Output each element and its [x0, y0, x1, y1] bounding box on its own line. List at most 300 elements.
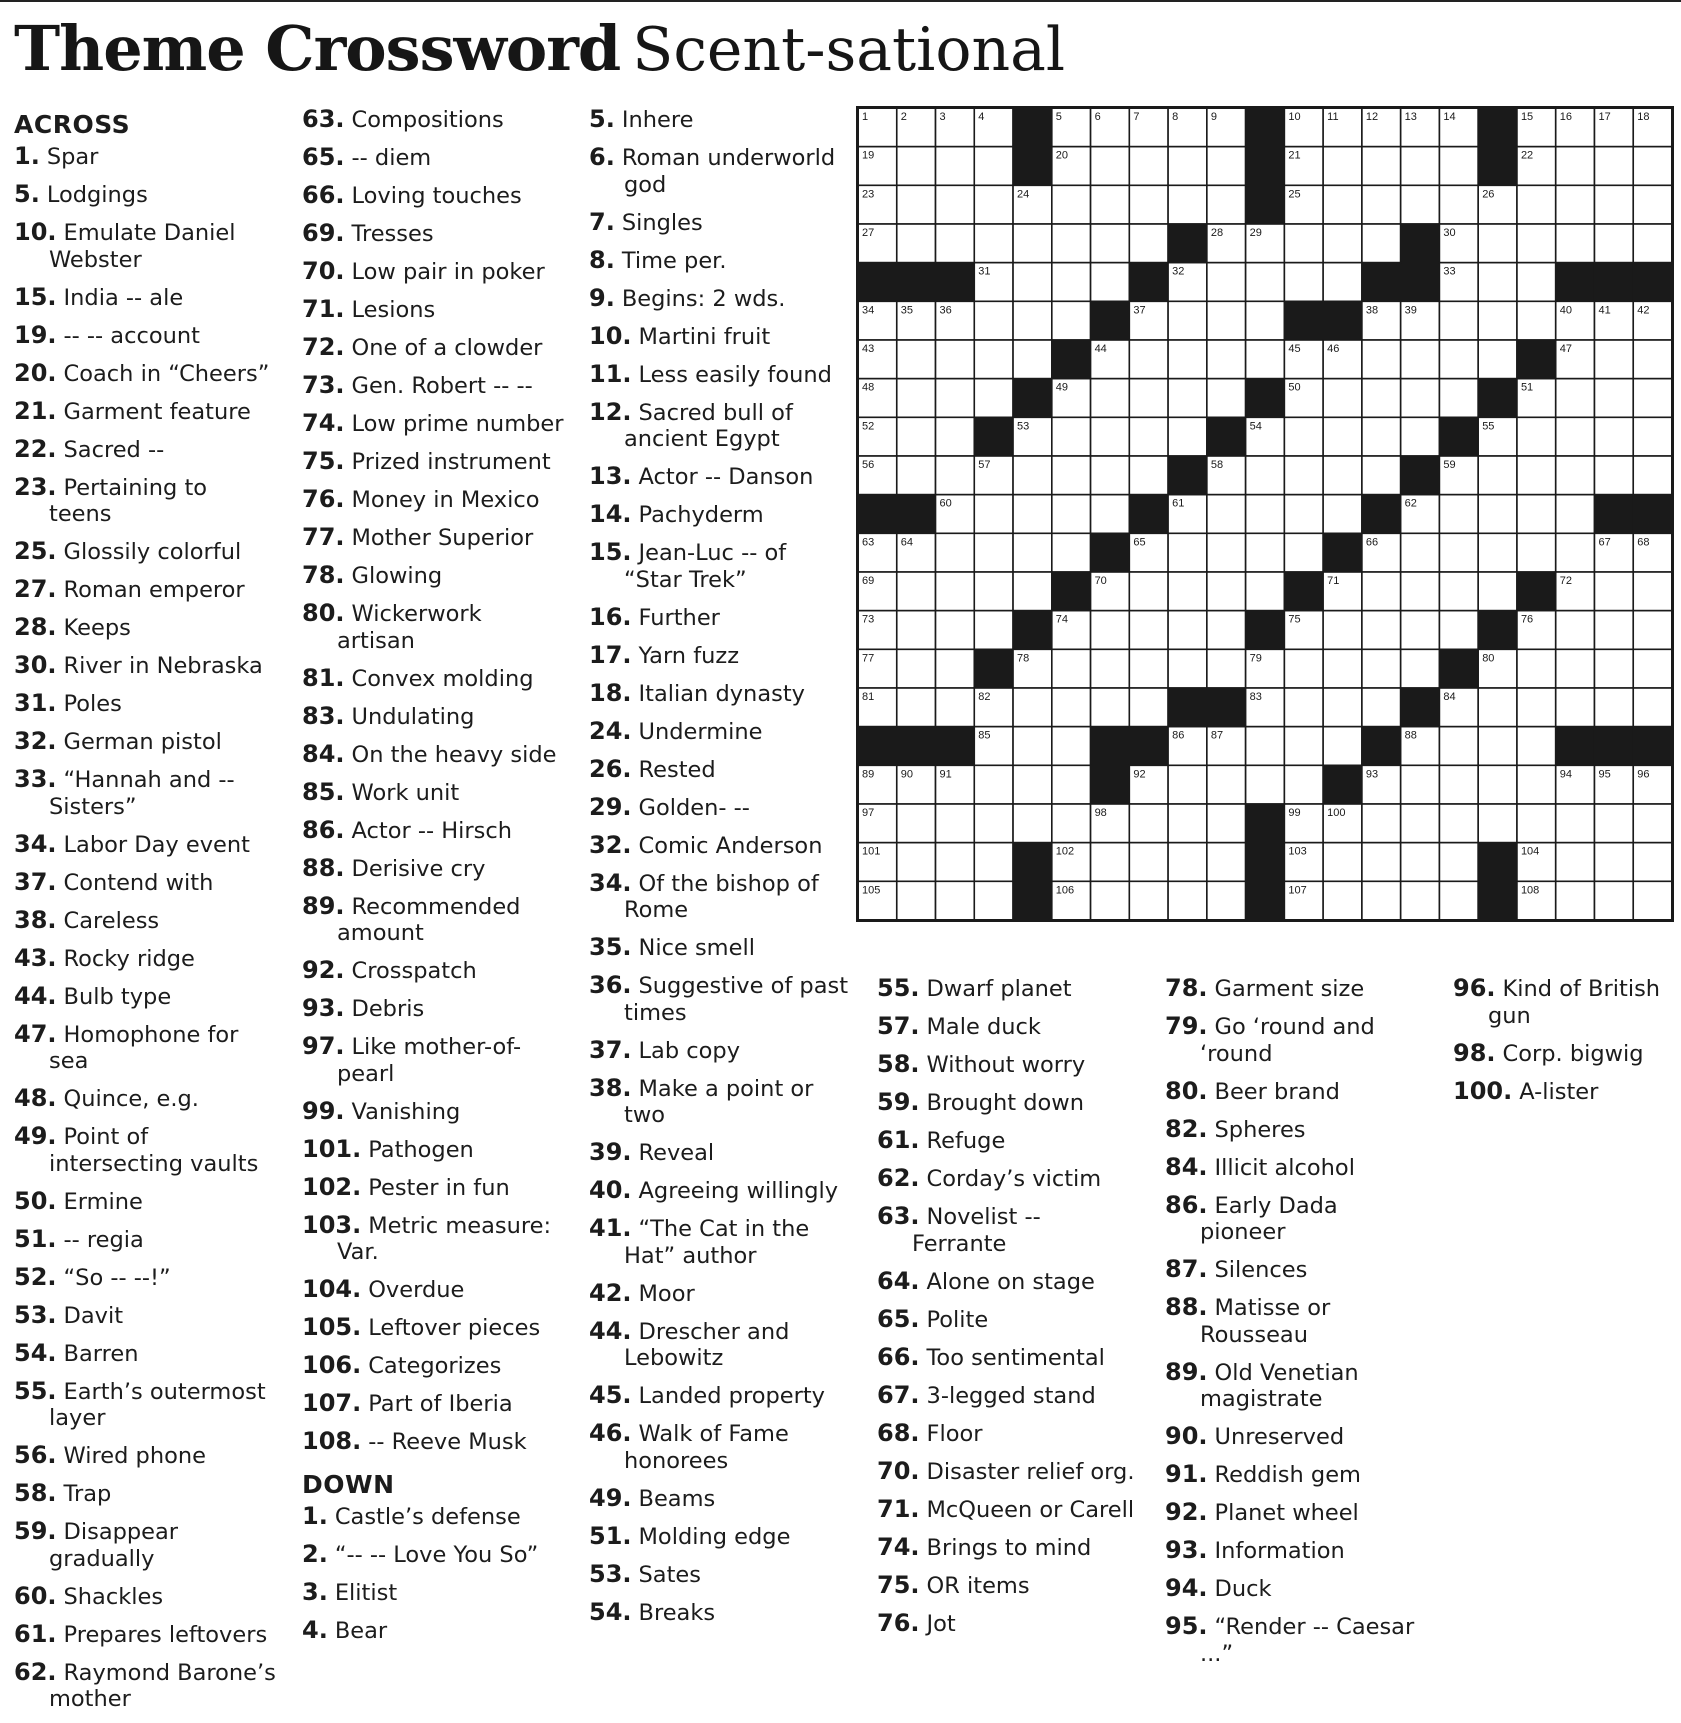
grid-cell[interactable]: [974, 340, 1013, 379]
grid-cell[interactable]: [1013, 688, 1052, 727]
grid-cell[interactable]: [1439, 495, 1478, 534]
grid-cell[interactable]: [1207, 881, 1246, 920]
grid-cell[interactable]: [1168, 340, 1207, 379]
grid-cell[interactable]: [1052, 263, 1091, 302]
clue-text: Money in Mexico: [351, 487, 540, 513]
grid-cell[interactable]: [1401, 340, 1440, 379]
grid-cell[interactable]: [1246, 495, 1285, 534]
grid-cell[interactable]: [1439, 881, 1478, 920]
grid-cell[interactable]: [1284, 224, 1323, 263]
grid-cell[interactable]: [1439, 843, 1478, 882]
grid-cell[interactable]: [1052, 417, 1091, 456]
grid-cell[interactable]: [1362, 688, 1401, 727]
grid-cell[interactable]: [897, 572, 936, 611]
grid-cell[interactable]: [897, 881, 936, 920]
grid-cell[interactable]: [1246, 456, 1285, 495]
grid-cell[interactable]: [1284, 649, 1323, 688]
grid-cell[interactable]: [1168, 185, 1207, 224]
grid-cell[interactable]: [1517, 224, 1556, 263]
grid-cell[interactable]: [897, 649, 936, 688]
grid-cell[interactable]: [1633, 572, 1672, 611]
grid-cell[interactable]: [1362, 379, 1401, 418]
grid-cell[interactable]: [1091, 843, 1130, 882]
grid-cell[interactable]: [1323, 417, 1362, 456]
grid-cell[interactable]: [1246, 727, 1285, 766]
grid-cell[interactable]: [1401, 379, 1440, 418]
grid-cell[interactable]: [1439, 379, 1478, 418]
grid-cell[interactable]: [1517, 417, 1556, 456]
grid-cell[interactable]: [1013, 533, 1052, 572]
grid-cell[interactable]: [1556, 881, 1595, 920]
grid-cell[interactable]: [1362, 572, 1401, 611]
down-clue: [302, 1579, 564, 1607]
grid-cell[interactable]: [1013, 263, 1052, 302]
grid-cell[interactable]: [1401, 147, 1440, 186]
grid-cell[interactable]: [1517, 688, 1556, 727]
grid-cell[interactable]: [1401, 533, 1440, 572]
grid-cell[interactable]: [1168, 301, 1207, 340]
grid-cell[interactable]: [1246, 572, 1285, 611]
grid-cell[interactable]: [1594, 572, 1633, 611]
grid-cell[interactable]: [936, 649, 975, 688]
clue-number: 46.: [589, 1419, 632, 1447]
grid-cell[interactable]: [1517, 495, 1556, 534]
clue-number: 42.: [589, 1278, 632, 1307]
grid-cell[interactable]: [1594, 379, 1633, 418]
grid-cell[interactable]: [1091, 147, 1130, 186]
grid-cell[interactable]: [1207, 572, 1246, 611]
grid-cell[interactable]: [1362, 224, 1401, 263]
grid-cell[interactable]: [1129, 688, 1168, 727]
grid-cell[interactable]: [1091, 649, 1130, 688]
grid-cell[interactable]: [1013, 456, 1052, 495]
grid-cell[interactable]: [1246, 533, 1285, 572]
grid-cell[interactable]: [1013, 804, 1052, 843]
grid-cell[interactable]: [1207, 495, 1246, 534]
grid-cell[interactable]: [1168, 611, 1207, 650]
grid-cell[interactable]: [1478, 301, 1517, 340]
grid-cell[interactable]: [1284, 263, 1323, 302]
grid-cell[interactable]: [897, 611, 936, 650]
grid-cell[interactable]: [1323, 881, 1362, 920]
grid-cell[interactable]: [1517, 804, 1556, 843]
grid-cell[interactable]: [1091, 495, 1130, 534]
grid-cell[interactable]: [1556, 611, 1595, 650]
grid-cell[interactable]: [1323, 185, 1362, 224]
grid-cell[interactable]: [1633, 379, 1672, 418]
grid-cell[interactable]: [1129, 185, 1168, 224]
grid-cell[interactable]: [1362, 185, 1401, 224]
grid-cell[interactable]: [1129, 417, 1168, 456]
grid-cell[interactable]: [936, 417, 975, 456]
black-square: [1556, 263, 1595, 302]
grid-cell[interactable]: [1594, 224, 1633, 263]
grid-cell[interactable]: [1168, 765, 1207, 804]
grid-cell[interactable]: [1478, 224, 1517, 263]
clue-text: Corday’s victim: [926, 1166, 1102, 1192]
grid-cell[interactable]: [1129, 379, 1168, 418]
grid-cell[interactable]: [1091, 417, 1130, 456]
grid-cell[interactable]: [1129, 611, 1168, 650]
grid-cell[interactable]: [897, 843, 936, 882]
grid-cell[interactable]: [1207, 765, 1246, 804]
grid-cell[interactable]: [974, 224, 1013, 263]
grid-cell[interactable]: [1013, 340, 1052, 379]
grid-cell[interactable]: [1207, 185, 1246, 224]
grid-cell[interactable]: [1129, 456, 1168, 495]
grid-cell[interactable]: [1246, 301, 1285, 340]
grid-cell[interactable]: [1129, 881, 1168, 920]
black-square: [1323, 765, 1362, 804]
grid-cell[interactable]: [1517, 765, 1556, 804]
grid-cell[interactable]: [1517, 456, 1556, 495]
grid-cell[interactable]: [1052, 224, 1091, 263]
grid-cell[interactable]: [897, 147, 936, 186]
grid-cell[interactable]: [1168, 533, 1207, 572]
grid-cell[interactable]: [1633, 881, 1672, 920]
grid-cell[interactable]: [1594, 185, 1633, 224]
clue-text: Floor: [926, 1420, 983, 1447]
grid-cell[interactable]: [1556, 688, 1595, 727]
down-clue: [877, 1051, 1139, 1079]
grid-cell[interactable]: [897, 340, 936, 379]
grid-cell[interactable]: [1439, 185, 1478, 224]
grid-cell[interactable]: [1168, 572, 1207, 611]
grid-cell[interactable]: [1556, 417, 1595, 456]
grid-cell[interactable]: [1362, 611, 1401, 650]
grid-cell[interactable]: [1401, 417, 1440, 456]
grid-cell[interactable]: [1556, 533, 1595, 572]
grid-cell[interactable]: [1478, 456, 1517, 495]
grid-cell[interactable]: [1168, 843, 1207, 882]
grid-cell[interactable]: [1207, 804, 1246, 843]
grid-cell[interactable]: [974, 843, 1013, 882]
grid-cell[interactable]: [936, 533, 975, 572]
grid-cell[interactable]: [1633, 611, 1672, 650]
grid-cell[interactable]: [1401, 881, 1440, 920]
grid-cell[interactable]: [1556, 185, 1595, 224]
grid-cell[interactable]: [1323, 495, 1362, 534]
grid-cell[interactable]: [1478, 263, 1517, 302]
grid-cell[interactable]: [1439, 572, 1478, 611]
grid-cell[interactable]: [974, 379, 1013, 418]
grid-cell[interactable]: [1129, 804, 1168, 843]
grid-cell[interactable]: [1284, 417, 1323, 456]
grid-cell[interactable]: [974, 572, 1013, 611]
grid-cell[interactable]: [1168, 417, 1207, 456]
grid-cell[interactable]: [1401, 572, 1440, 611]
grid-cell[interactable]: [1323, 147, 1362, 186]
grid-cell[interactable]: [1207, 301, 1246, 340]
grid-cell[interactable]: [1129, 340, 1168, 379]
grid-cell[interactable]: [1207, 263, 1246, 302]
grid-cell[interactable]: [1556, 379, 1595, 418]
grid-cell[interactable]: [1284, 456, 1323, 495]
grid-cell[interactable]: [1439, 611, 1478, 650]
cell-number: 34: [862, 304, 875, 317]
grid-cell[interactable]: [1323, 727, 1362, 766]
grid-cell[interactable]: [1207, 340, 1246, 379]
grid-cell[interactable]: [1052, 185, 1091, 224]
clue-text: One of a clowder: [351, 335, 543, 361]
grid-cell[interactable]: [936, 379, 975, 418]
grid-cell[interactable]: [974, 765, 1013, 804]
grid-cell[interactable]: [1168, 804, 1207, 843]
grid-cell[interactable]: [1129, 843, 1168, 882]
grid-cell[interactable]: [1594, 417, 1633, 456]
grid-cell[interactable]: [1284, 765, 1323, 804]
grid-cell[interactable]: [1284, 688, 1323, 727]
grid-cell[interactable]: [1207, 649, 1246, 688]
grid-cell[interactable]: [1052, 649, 1091, 688]
grid-cell[interactable]: [1246, 765, 1285, 804]
black-square: [1633, 727, 1672, 766]
grid-cell[interactable]: [1207, 379, 1246, 418]
grid-cell[interactable]: [1517, 649, 1556, 688]
grid-cell[interactable]: [1594, 456, 1633, 495]
grid-cell[interactable]: [1478, 533, 1517, 572]
grid-cell[interactable]: [1401, 649, 1440, 688]
grid-cell[interactable]: [1052, 456, 1091, 495]
clue-text: “Hannah and -- Sisters”: [49, 767, 235, 820]
clue-text: Emulate Daniel Webster: [49, 220, 236, 273]
cell-number: 53: [1017, 420, 1030, 433]
grid-cell[interactable]: [1168, 881, 1207, 920]
grid-cell[interactable]: [1633, 417, 1672, 456]
grid-cell[interactable]: [1478, 688, 1517, 727]
grid-cell[interactable]: [1091, 379, 1130, 418]
grid-cell[interactable]: [1052, 495, 1091, 534]
grid-cell[interactable]: [897, 224, 936, 263]
grid-cell[interactable]: [1439, 340, 1478, 379]
grid-cell[interactable]: [1556, 804, 1595, 843]
grid-cell[interactable]: [974, 804, 1013, 843]
grid-cell[interactable]: [1362, 649, 1401, 688]
black-square: [1478, 843, 1517, 882]
grid-cell[interactable]: [1362, 147, 1401, 186]
grid-cell[interactable]: [1362, 804, 1401, 843]
grid-cell[interactable]: [1013, 572, 1052, 611]
grid-cell[interactable]: [1091, 456, 1130, 495]
grid-cell[interactable]: [1633, 843, 1672, 882]
grid-cell[interactable]: [1517, 727, 1556, 766]
grid-cell[interactable]: [1594, 340, 1633, 379]
grid-cell[interactable]: [1478, 572, 1517, 611]
black-square: [1633, 263, 1672, 302]
grid-cell[interactable]: [936, 147, 975, 186]
grid-cell[interactable]: [1284, 533, 1323, 572]
grid-cell[interactable]: [1594, 649, 1633, 688]
down-clue: [589, 209, 851, 237]
clue-number: 73.: [302, 371, 345, 399]
grid-cell[interactable]: [1052, 804, 1091, 843]
grid-cell[interactable]: [897, 804, 936, 843]
grid-cell[interactable]: [1633, 147, 1672, 186]
grid-cell[interactable]: [1362, 881, 1401, 920]
grid-cell[interactable]: [1323, 224, 1362, 263]
across-clue: [302, 779, 564, 807]
grid-cell[interactable]: [1129, 572, 1168, 611]
grid-cell[interactable]: [1052, 727, 1091, 766]
down-clue: [1165, 1359, 1427, 1413]
cell-number: 42: [1637, 304, 1650, 317]
grid-cell[interactable]: [1401, 843, 1440, 882]
grid-cell[interactable]: [1401, 611, 1440, 650]
grid-cell[interactable]: [1594, 688, 1633, 727]
grid-cell[interactable]: [974, 881, 1013, 920]
grid-cell[interactable]: [1556, 495, 1595, 534]
grid-cell[interactable]: [936, 224, 975, 263]
grid-cell[interactable]: [1517, 533, 1556, 572]
grid-cell[interactable]: [974, 611, 1013, 650]
grid-cell[interactable]: [1594, 843, 1633, 882]
grid-cell[interactable]: [1052, 301, 1091, 340]
grid-cell[interactable]: [1556, 843, 1595, 882]
grid-cell[interactable]: [936, 611, 975, 650]
grid-cell[interactable]: [1517, 301, 1556, 340]
grid-cell[interactable]: [1362, 843, 1401, 882]
across-clue: [14, 181, 276, 209]
grid-cell[interactable]: [1323, 379, 1362, 418]
grid-cell[interactable]: [1633, 340, 1672, 379]
grid-cell[interactable]: [1013, 495, 1052, 534]
grid-cell[interactable]: [1323, 843, 1362, 882]
across-clue: [14, 436, 276, 464]
grid-cell[interactable]: [1439, 301, 1478, 340]
grid-cell[interactable]: [936, 843, 975, 882]
grid-cell[interactable]: [1091, 881, 1130, 920]
grid-cell[interactable]: [1013, 765, 1052, 804]
grid-cell[interactable]: [1129, 224, 1168, 263]
grid-cell[interactable]: [1052, 533, 1091, 572]
grid-cell[interactable]: [1362, 417, 1401, 456]
grid-cell[interactable]: [1439, 804, 1478, 843]
grid-cell[interactable]: [1633, 456, 1672, 495]
grid-cell[interactable]: [1594, 804, 1633, 843]
grid-cell[interactable]: [936, 688, 975, 727]
grid-cell[interactable]: [936, 456, 975, 495]
grid-cell[interactable]: [1091, 611, 1130, 650]
grid-cell[interactable]: [1207, 147, 1246, 186]
grid-cell[interactable]: [1246, 263, 1285, 302]
across-clue: [302, 372, 564, 400]
grid-cell[interactable]: [1633, 804, 1672, 843]
grid-cell[interactable]: [1284, 495, 1323, 534]
grid-cell[interactable]: [1052, 765, 1091, 804]
grid-cell[interactable]: [1556, 649, 1595, 688]
grid-cell[interactable]: [1091, 263, 1130, 302]
grid-cell[interactable]: [1439, 533, 1478, 572]
grid-cell[interactable]: [1478, 727, 1517, 766]
grid-cell[interactable]: [936, 340, 975, 379]
grid-cell[interactable]: [1323, 456, 1362, 495]
grid-cell[interactable]: [1323, 611, 1362, 650]
grid-cell[interactable]: [1091, 224, 1130, 263]
grid-cell[interactable]: [897, 379, 936, 418]
grid-cell[interactable]: [1207, 533, 1246, 572]
grid-cell[interactable]: [1207, 843, 1246, 882]
grid-cell[interactable]: [1207, 611, 1246, 650]
grid-cell[interactable]: [974, 185, 1013, 224]
cell-number: 7: [1133, 111, 1140, 123]
grid-cell[interactable]: [1478, 765, 1517, 804]
grid-cell[interactable]: [1633, 688, 1672, 727]
grid-cell[interactable]: [1168, 147, 1207, 186]
grid-cell[interactable]: [1401, 804, 1440, 843]
grid-cell[interactable]: [1439, 727, 1478, 766]
clue-text: -- regia: [63, 1226, 144, 1253]
grid-cell[interactable]: [1478, 340, 1517, 379]
grid-cell[interactable]: [1362, 456, 1401, 495]
grid-cell[interactable]: [1168, 649, 1207, 688]
grid-cell[interactable]: [1052, 688, 1091, 727]
clue-text: Disaster relief org.: [926, 1458, 1135, 1485]
grid-cell[interactable]: [974, 533, 1013, 572]
grid-cell[interactable]: [1517, 185, 1556, 224]
grid-cell[interactable]: [1478, 495, 1517, 534]
grid-cell[interactable]: [1323, 263, 1362, 302]
grid-cell[interactable]: [1556, 456, 1595, 495]
grid-cell[interactable]: [1013, 727, 1052, 766]
grid-cell[interactable]: [974, 495, 1013, 534]
grid-cell[interactable]: [1401, 765, 1440, 804]
grid-cell[interactable]: [1556, 224, 1595, 263]
grid-cell[interactable]: [1168, 379, 1207, 418]
grid-cell[interactable]: [1633, 224, 1672, 263]
grid-cell[interactable]: [936, 572, 975, 611]
grid-cell[interactable]: [1091, 688, 1130, 727]
grid-cell[interactable]: [1129, 147, 1168, 186]
grid-cell[interactable]: [1401, 185, 1440, 224]
grid-cell[interactable]: [974, 147, 1013, 186]
grid-cell[interactable]: [1013, 224, 1052, 263]
grid-cell[interactable]: [1556, 147, 1595, 186]
grid-cell[interactable]: [1439, 147, 1478, 186]
crossword-grid[interactable]: [856, 106, 1674, 922]
grid-cell[interactable]: [1594, 147, 1633, 186]
grid-cell[interactable]: [1129, 649, 1168, 688]
grid-cell[interactable]: [1633, 649, 1672, 688]
down-clue: [1165, 1575, 1427, 1603]
clue-text: Part of Iberia: [368, 1391, 513, 1417]
grid-cell[interactable]: [936, 881, 975, 920]
grid-cell[interactable]: [1517, 263, 1556, 302]
clue-text: Homophone for sea: [49, 1021, 239, 1074]
grid-cell[interactable]: [1323, 688, 1362, 727]
grid-cell[interactable]: [897, 185, 936, 224]
grid-cell[interactable]: [1633, 185, 1672, 224]
grid-cell[interactable]: [1594, 611, 1633, 650]
grid-cell[interactable]: [897, 688, 936, 727]
grid-cell[interactable]: [1013, 301, 1052, 340]
grid-cell[interactable]: [1323, 649, 1362, 688]
grid-cell[interactable]: [1594, 881, 1633, 920]
grid-cell[interactable]: [1246, 340, 1285, 379]
grid-cell[interactable]: [897, 456, 936, 495]
grid-cell[interactable]: [1478, 804, 1517, 843]
cell-number: 18: [1637, 111, 1650, 123]
clue-text: Compositions: [351, 107, 504, 133]
grid-cell[interactable]: [1091, 185, 1130, 224]
grid-cell[interactable]: [897, 417, 936, 456]
clue-number: 82.: [1165, 1114, 1208, 1143]
grid-cell[interactable]: [1439, 765, 1478, 804]
grid-cell[interactable]: [936, 185, 975, 224]
grid-cell[interactable]: [1284, 727, 1323, 766]
grid-cell[interactable]: [1362, 340, 1401, 379]
grid-cell[interactable]: [936, 804, 975, 843]
grid-cell[interactable]: [974, 301, 1013, 340]
